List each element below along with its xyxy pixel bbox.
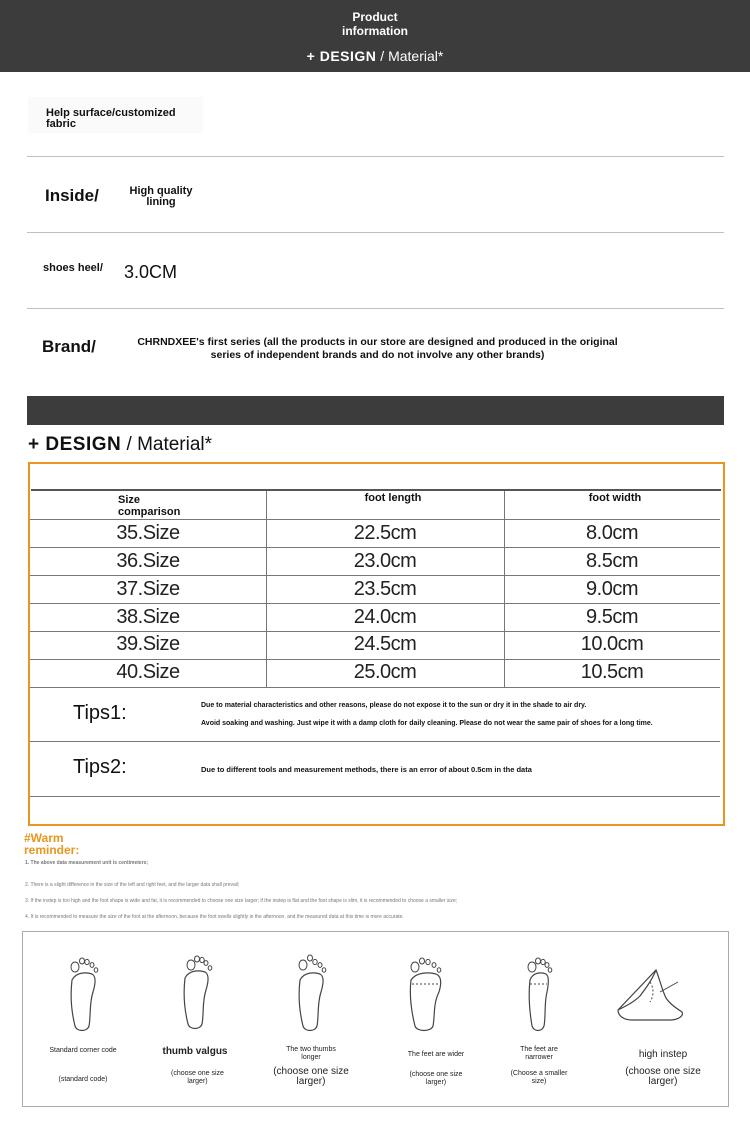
material-word: / Material* <box>121 434 213 455</box>
divider <box>27 232 724 233</box>
warm-reminder-title: #Warm reminder: <box>24 831 80 857</box>
grid-line <box>30 547 720 548</box>
grid-line <box>30 631 720 632</box>
reminder-note: 1. The above data measurement unit is centimeters; <box>25 860 149 866</box>
banner-title-line1: Product <box>352 10 398 24</box>
foot-type-name: The feet are narrower <box>520 1046 558 1061</box>
reminder-note: 2. There is a slight difference in the size of the left and right feet, and the larger data shall prevail; <box>25 882 240 888</box>
tips1-line1: Due to material characteristics and other reasons, please do not expose it to the sun or dry it in the shade to air dry. <box>201 702 587 709</box>
grid-line <box>30 603 720 604</box>
size-cell: 38.Size <box>116 606 180 628</box>
width-cell: 9.0cm <box>586 578 638 600</box>
length-cell: 24.5cm <box>353 633 417 655</box>
grid-line <box>30 687 720 688</box>
size-cell: 37.Size <box>116 578 180 600</box>
width-cell: 10.5cm <box>580 661 644 683</box>
brand-label: Brand/ <box>42 337 96 356</box>
foot-type-name: The two thumbs longer <box>286 1046 336 1061</box>
header-size-text: Size comparison <box>118 494 181 518</box>
foot-outline-icon <box>518 952 558 1034</box>
inside-label: Inside/ <box>45 186 99 205</box>
width-cell: 8.5cm <box>586 550 638 572</box>
header-foot-width: foot width <box>588 492 642 504</box>
foot-outline-icon <box>62 952 102 1034</box>
banner-material-word: / Material* <box>376 48 444 64</box>
header-foot-length: foot length <box>364 492 422 504</box>
section-divider-bar <box>27 396 724 425</box>
header-banner <box>0 0 750 72</box>
foot-outline-icon <box>175 950 215 1032</box>
foot-type-name: The feet are wider <box>407 1051 465 1058</box>
grid-line <box>30 741 720 742</box>
foot-type-advice: (choose one size larger) <box>625 1066 701 1087</box>
reminder-note: 4. It is recommended to measure the size of the foot at the afternoon, because the foot swells slightly in the afternoon, and the measured data at this time is more accurate. <box>25 914 404 920</box>
banner-design-heading <box>0 48 750 64</box>
header-size <box>30 494 266 520</box>
length-cell: 23.0cm <box>353 550 417 572</box>
brand-value-line2: series of independent brands and do not involve any other brands) <box>210 349 545 361</box>
heel-value: 3.0CM <box>124 262 178 282</box>
grid-line <box>266 491 267 687</box>
width-cell: 9.5cm <box>586 606 638 628</box>
foot-type-name: thumb valgus <box>162 1046 228 1057</box>
heel-label: shoes heel/ <box>43 262 103 274</box>
size-table <box>30 491 720 796</box>
tips2-label: Tips2: <box>73 756 127 778</box>
grid-line <box>30 659 720 660</box>
foot-outline-icon <box>403 952 447 1034</box>
foot-type-advice: (standard code) <box>58 1076 108 1083</box>
foot-type-advice: (Choose a smaller size) <box>510 1070 568 1085</box>
inside-value: High quality lining <box>129 185 193 208</box>
length-cell: 22.5cm <box>353 522 417 544</box>
high-instep-icon <box>612 962 688 1034</box>
tips2-text: Due to different tools and measurement methods, there is an error of about 0.5cm in the data <box>201 765 532 774</box>
length-cell: 23.5cm <box>353 578 417 600</box>
grid-line <box>504 491 505 687</box>
width-cell: 8.0cm <box>586 522 638 544</box>
tips1-line2: Avoid soaking and washing. Just wipe it with a damp cloth for daily cleaning. Please do not wear the same pair of shoes for a long time. <box>201 720 653 727</box>
length-cell: 25.0cm <box>353 661 417 683</box>
divider <box>27 308 724 309</box>
foot-type-advice: (choose one size larger) <box>273 1066 349 1087</box>
grid-line <box>30 796 720 797</box>
length-cell: 24.0cm <box>353 606 417 628</box>
size-cell: 40.Size <box>116 661 180 683</box>
reminder-note: 3. If the instep is too high and the foot shape is wide and fat, it is recommended to choose one size larger; if the instep is flat and the foot shape is slim, it is recommended to choose a smaller size; <box>25 898 458 904</box>
tips1-label: Tips1: <box>73 702 127 724</box>
foot-type-name: high instep <box>638 1049 688 1060</box>
foot-type-name: Standard corner code <box>49 1047 117 1054</box>
brand-value <box>120 336 635 362</box>
banner-design-word: + DESIGN <box>306 48 377 64</box>
width-cell: 10.0cm <box>580 633 644 655</box>
foot-outline-icon <box>290 952 330 1034</box>
banner-title <box>0 10 750 38</box>
upper-material-label: Help surface/customized fabric <box>46 107 176 130</box>
brand-value-line1: CHRNDXEE's first series (all the products in our store are designed and produced in the original <box>137 336 618 348</box>
grid-line <box>30 519 720 520</box>
banner-title-line2: information <box>342 24 408 38</box>
size-cell: 35.Size <box>116 522 180 544</box>
size-cell: 36.Size <box>116 550 180 572</box>
foot-type-advice: (choose one size larger) <box>171 1070 224 1085</box>
design-material-heading <box>28 434 212 456</box>
foot-type-advice: (choose one size larger) <box>409 1071 463 1086</box>
size-cell: 39.Size <box>116 633 180 655</box>
divider <box>27 156 724 157</box>
design-word: + DESIGN <box>28 434 122 455</box>
grid-line <box>30 575 720 576</box>
